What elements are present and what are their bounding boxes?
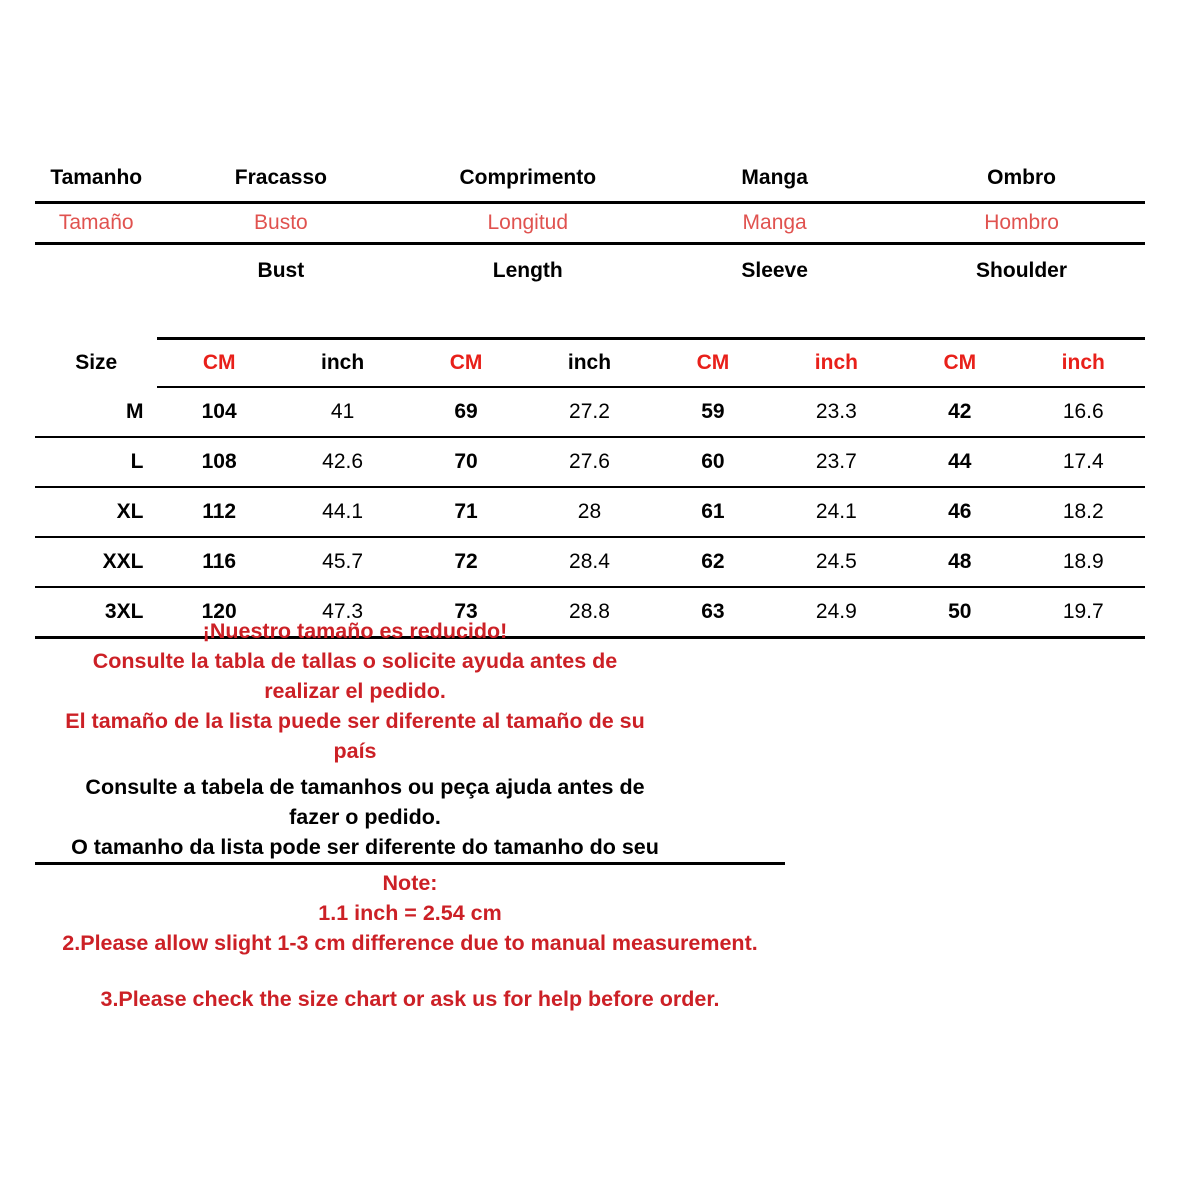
unit-sleeve-inch: inch (775, 339, 898, 388)
header-pt-shoulder: Ombro (987, 166, 1056, 189)
cell-bust-inch: 42.6 (281, 437, 404, 487)
notice-es-line-5: país (333, 739, 377, 763)
note-item-3: 3.Please check the size chart or ask us for help before order. (100, 987, 720, 1011)
header-row-english (35, 244, 1145, 339)
notice-es-line-2: Consulte la tabla de tallas o solicite ayuda antes de (92, 649, 618, 673)
header-row-spanish (35, 203, 1145, 244)
cell-length-inch: 28.8 (528, 587, 651, 638)
cell-sleeve-cm: 62 (651, 537, 774, 587)
unit-length-inch: inch (528, 339, 651, 388)
cell-size: M (35, 387, 157, 437)
cell-shoulder-cm: 50 (898, 587, 1021, 638)
cell-bust-inch: 45.7 (281, 537, 404, 587)
cell-sleeve-cm: 60 (651, 437, 774, 487)
header-en-length: Length (404, 244, 651, 339)
notice-es-line-4: El tamaño de la lista puede ser diferente al tamaño de su (65, 709, 645, 733)
cell-shoulder-cm: 42 (898, 387, 1021, 437)
cell-sleeve-inch: 23.3 (775, 387, 898, 437)
cell-sleeve-inch: 23.7 (775, 437, 898, 487)
cell-sleeve-inch: 24.5 (775, 537, 898, 587)
header-es-length: Longitud (404, 203, 651, 244)
unit-bust-inch: inch (281, 339, 404, 388)
cell-bust-cm: 104 (157, 387, 280, 437)
note-title: Note: (382, 871, 438, 895)
unit-bust-cm: CM (157, 339, 280, 388)
header-en-bust: Bust (157, 244, 404, 339)
cell-bust-inch: 41 (281, 387, 404, 437)
header-es-shoulder: Hombro (898, 203, 1145, 244)
cell-shoulder-inch: 17.4 (1022, 437, 1145, 487)
cell-shoulder-cm: 48 (898, 537, 1021, 587)
size-chart-table-container (35, 155, 1145, 639)
header-en-sleeve: Sleeve (651, 244, 898, 339)
table-row (35, 537, 1145, 587)
header-en-shoulder: Shoulder (898, 244, 1145, 339)
unit-sleeve-cm: CM (651, 339, 774, 388)
header-es-size: Tamaño (35, 203, 157, 244)
header-row-portuguese (35, 155, 1145, 203)
cell-sleeve-cm: 61 (651, 487, 774, 537)
note-item-1: 1.1 inch = 2.54 cm (318, 901, 502, 925)
cell-shoulder-inch: 18.2 (1022, 487, 1145, 537)
cell-shoulder-inch: 19.7 (1022, 587, 1145, 638)
cell-length-inch: 27.6 (528, 437, 651, 487)
cell-size: XL (35, 487, 157, 537)
note-divider (35, 862, 785, 865)
note-item-2: 2.Please allow slight 1-3 cm difference due to manual measurement. (62, 931, 758, 955)
table-row (35, 437, 1145, 487)
size-chart-table (35, 155, 1145, 639)
table-row (35, 387, 1145, 437)
cell-shoulder-cm: 46 (898, 487, 1021, 537)
notice-es-line-3: realizar el pedido. (264, 679, 446, 703)
cell-bust-inch: 47.3 (281, 587, 404, 638)
cell-length-inch: 28 (528, 487, 651, 537)
cell-size: XXL (35, 537, 157, 587)
cell-length-cm: 71 (404, 487, 527, 537)
header-pt-sleeve: Manga (741, 166, 808, 189)
cell-bust-cm: 108 (157, 437, 280, 487)
cell-bust-cm: 116 (157, 537, 280, 587)
cell-sleeve-inch: 24.1 (775, 487, 898, 537)
notice-es-line-1: ¡Nuestro tamaño es reducido! (202, 619, 508, 643)
cell-shoulder-cm: 44 (898, 437, 1021, 487)
notice-pt-line-1: Consulte a tabela de tamanhos ou peça ajuda antes de (85, 775, 645, 799)
cell-length-cm: 70 (404, 437, 527, 487)
header-pt-length: Comprimento (459, 166, 597, 189)
unit-shoulder-inch: inch (1022, 339, 1145, 388)
header-pt-size: Tamanho (50, 166, 143, 189)
unit-shoulder-cm: CM (898, 339, 1021, 388)
header-row-units (35, 339, 1145, 388)
cell-shoulder-inch: 18.9 (1022, 537, 1145, 587)
cell-length-cm: 72 (404, 537, 527, 587)
header-pt-bust: Fracasso (234, 166, 327, 189)
unit-length-cm: CM (404, 339, 527, 388)
header-es-bust: Busto (157, 203, 404, 244)
header-en-size: Size (75, 351, 118, 374)
cell-size: 3XL (35, 587, 157, 638)
cell-sleeve-cm: 63 (651, 587, 774, 638)
cell-length-cm: 73 (404, 587, 527, 638)
cell-bust-cm: 112 (157, 487, 280, 537)
notice-spanish (35, 616, 675, 766)
cell-length-inch: 28.4 (528, 537, 651, 587)
cell-shoulder-inch: 16.6 (1022, 387, 1145, 437)
cell-sleeve-inch: 24.9 (775, 587, 898, 638)
cell-bust-cm: 120 (157, 587, 280, 638)
table-row (35, 487, 1145, 537)
notice-portuguese (35, 772, 695, 862)
note-section (35, 868, 785, 1014)
cell-length-inch: 27.2 (528, 387, 651, 437)
cell-sleeve-cm: 59 (651, 387, 774, 437)
cell-length-cm: 69 (404, 387, 527, 437)
notice-pt-line-2: fazer o pedido. (289, 805, 441, 829)
cell-bust-inch: 44.1 (281, 487, 404, 537)
note-spacer (35, 958, 785, 984)
header-es-sleeve: Manga (651, 203, 898, 244)
notice-pt-line-3: O tamanho da lista pode ser diferente do tamanho do seu (71, 835, 659, 859)
cell-size: L (35, 437, 157, 487)
